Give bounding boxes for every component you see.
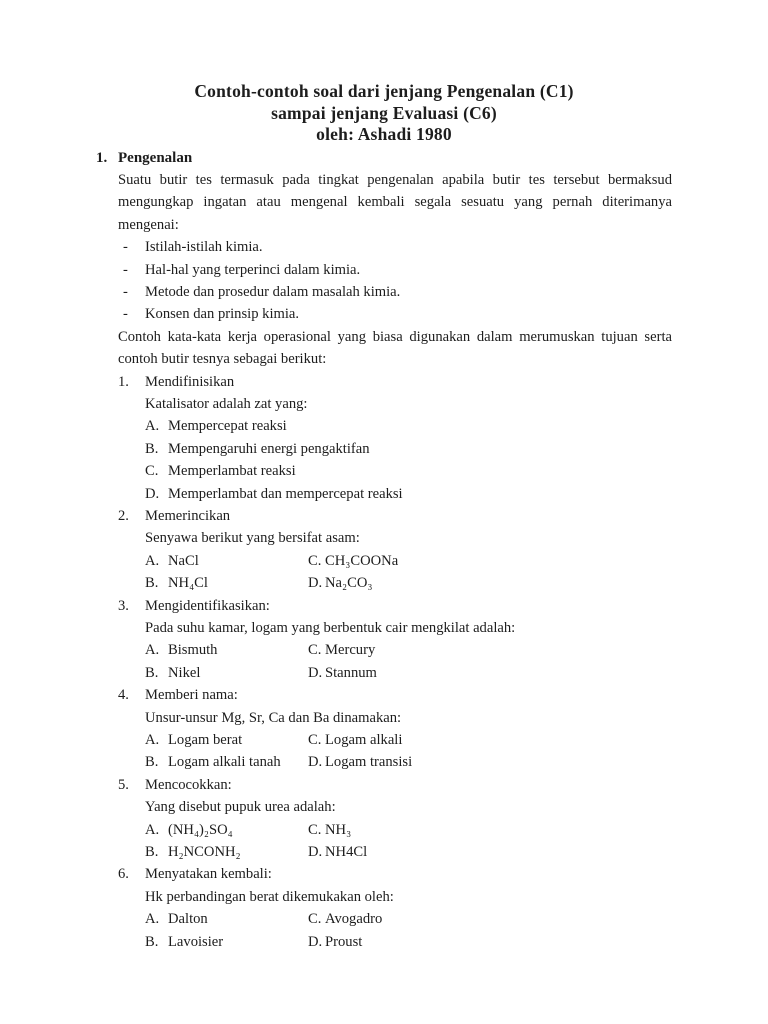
- section-title: Pengenalan: [118, 149, 193, 166]
- question-body: [118, 796, 672, 863]
- question-text: Senyawa berikut yang bersifat asam:: [145, 530, 360, 547]
- option-letter: D.: [308, 575, 323, 592]
- option-letter: C.: [308, 552, 322, 569]
- answer-option: [145, 908, 308, 930]
- question-item-6: [118, 863, 672, 953]
- list-item: [118, 303, 672, 325]
- answer-option: [308, 662, 672, 684]
- dash-bullet: -: [123, 239, 128, 256]
- answer-option: [308, 908, 672, 930]
- question-body: [118, 527, 672, 594]
- answer-option: [145, 572, 308, 594]
- option-text: Memperlambat dan mempercepat reaksi: [168, 485, 403, 502]
- option-text: Bismuth: [168, 642, 218, 659]
- option-letter: D.: [308, 754, 323, 771]
- option-letter: C.: [308, 911, 322, 928]
- question-head: [118, 371, 672, 393]
- option-text: CH₃COONa: [325, 552, 399, 569]
- dash-bullet: -: [123, 306, 128, 323]
- question-body: [118, 393, 672, 505]
- option-text: NaCl: [168, 552, 199, 569]
- question-number: 2.: [118, 507, 129, 524]
- option-letter: D.: [308, 933, 323, 950]
- answer-option: [145, 550, 308, 572]
- option-letter: B.: [145, 933, 159, 950]
- option-text: Lavoisier: [168, 933, 224, 950]
- title-line-2: sampai jenjang Evaluasi (C6): [271, 102, 497, 123]
- answer-option: [308, 841, 672, 863]
- answer-option: [145, 415, 672, 437]
- option-letter: A.: [145, 821, 160, 838]
- option-text: Logam berat: [168, 731, 243, 748]
- option-text: Logam alkali: [325, 731, 403, 748]
- answer-option: [145, 438, 672, 460]
- bullet-text: Metode dan prosedur dalam masalah kimia.: [145, 283, 401, 300]
- list-item: [118, 236, 672, 258]
- option-letter: D.: [308, 664, 323, 681]
- option-letter: C.: [145, 463, 159, 480]
- answer-option: [145, 931, 308, 953]
- bullet-text: Istilah-istilah kimia.: [145, 239, 263, 256]
- option-text: Mempengaruhi energi pengaktifan: [168, 440, 370, 457]
- section-heading: [0, 147, 768, 169]
- dash-bullet: -: [123, 261, 128, 278]
- answer-option: [145, 751, 308, 773]
- section-number: 1.: [96, 149, 108, 166]
- option-text: (NH₄)₂SO₄: [168, 821, 233, 838]
- answer-option: [308, 550, 672, 572]
- question-text: Hk perbandingan berat dikemukakan oleh:: [145, 888, 394, 905]
- question-body: [118, 707, 672, 774]
- option-letter: B.: [145, 843, 159, 860]
- option-letter: A.: [145, 552, 160, 569]
- option-text: Nikel: [168, 664, 201, 681]
- document-title: [0, 0, 768, 146]
- option-text: H₂NCONH₂: [168, 843, 241, 860]
- option-text: Logam transisi: [325, 754, 413, 771]
- question-head: [118, 863, 672, 885]
- option-text: Avogadro: [325, 911, 383, 928]
- option-letter: A.: [145, 911, 160, 928]
- question-item-4: [118, 684, 672, 774]
- answer-option: [145, 729, 308, 751]
- question-text: Yang disebut pupuk urea adalah:: [145, 799, 336, 816]
- question-head: [118, 595, 672, 617]
- question-item-3: [118, 595, 672, 685]
- option-letter: D.: [145, 485, 160, 502]
- title-line-3: oleh: Ashadi 1980: [316, 124, 452, 144]
- question-number: 3.: [118, 597, 129, 614]
- answer-option: [308, 729, 672, 751]
- question-verb: Memberi nama:: [145, 687, 238, 704]
- question-verb: Mengidentifikasikan:: [145, 597, 270, 614]
- question-number: 5.: [118, 776, 129, 793]
- option-text: Dalton: [168, 911, 208, 928]
- option-text: Proust: [325, 933, 363, 950]
- answer-option: [145, 819, 308, 841]
- options-grid: [145, 639, 672, 684]
- option-letter: C.: [308, 731, 322, 748]
- option-letter: B.: [145, 575, 159, 592]
- bullet-text: Konsen dan prinsip kimia.: [145, 306, 300, 323]
- option-letter: A.: [145, 642, 160, 659]
- answer-option: [308, 931, 672, 953]
- question-verb: Mencocokkan:: [145, 776, 232, 793]
- option-text: Mempercepat reaksi: [168, 418, 287, 435]
- answer-option: [308, 751, 672, 773]
- option-text: Mercury: [325, 642, 376, 659]
- option-text: Logam alkali tanah: [168, 754, 281, 771]
- question-head: [118, 684, 672, 706]
- answer-option: [145, 841, 308, 863]
- bullet-text: Hal-hal yang terperinci dalam kimia.: [145, 261, 361, 278]
- options-grid: [145, 908, 672, 953]
- answer-option: [308, 819, 672, 841]
- lead-paragraph: Contoh kata-kata kerja operasional yang biasa digunakan dalam merumuskan tujuan serta contoh butir tesnya sebagai berikut:: [118, 328, 672, 368]
- question-head: [118, 774, 672, 796]
- option-text: Memperlambat reaksi: [168, 463, 296, 480]
- dash-bullet: -: [123, 283, 128, 300]
- option-letter: D.: [308, 843, 323, 860]
- question-text: Katalisator adalah zat yang:: [145, 395, 308, 412]
- answer-option: [145, 483, 672, 505]
- option-letter: A.: [145, 731, 160, 748]
- question-number: 6.: [118, 866, 129, 883]
- section-content: [118, 169, 672, 953]
- option-text: NH4Cl: [325, 843, 368, 860]
- answer-option: [308, 572, 672, 594]
- question-item-1: [118, 371, 672, 505]
- question-text: Unsur-unsur Mg, Sr, Ca dan Ba dinamakan:: [145, 709, 402, 726]
- title-line-1: Contoh-contoh soal dari jenjang Pengenalan (C1): [194, 81, 574, 101]
- question-verb: Mendifinisikan: [145, 373, 235, 390]
- option-letter: B.: [145, 664, 159, 681]
- option-letter: B.: [145, 440, 159, 457]
- answer-option: [308, 639, 672, 661]
- options-grid: [145, 729, 672, 774]
- question-verb: Menyatakan kembali:: [145, 866, 272, 883]
- question-number: 4.: [118, 687, 129, 704]
- answer-option: [145, 639, 308, 661]
- question-body: [118, 617, 672, 684]
- list-item: [118, 281, 672, 303]
- question-item-2: [118, 505, 672, 595]
- intro-paragraph: Suatu butir tes termasuk pada tingkat pengenalan apabila butir tes tersebut bermaksud mengungkap ingatan atau mengenal kembali segala sesuatu yang pernah diterimanya mengenai:: [118, 171, 672, 233]
- answer-option: [145, 662, 308, 684]
- question-number: 1.: [118, 373, 129, 390]
- question-verb: Memerincikan: [145, 507, 231, 524]
- option-letter: B.: [145, 754, 159, 771]
- options-grid: [145, 550, 672, 595]
- question-head: [118, 505, 672, 527]
- list-item: [118, 259, 672, 281]
- option-text: NH₄Cl: [168, 575, 208, 592]
- option-text: Stannum: [325, 664, 377, 681]
- option-letter: C.: [308, 642, 322, 659]
- option-letter: C.: [308, 821, 322, 838]
- option-text: Na₂CO₃: [325, 575, 373, 592]
- options-grid: [145, 819, 672, 864]
- option-text: NH₃: [325, 821, 352, 838]
- question-item-5: [118, 774, 672, 864]
- answer-option: [145, 460, 672, 482]
- question-body: [118, 886, 672, 953]
- question-text: Pada suhu kamar, logam yang berbentuk cair mengkilat adalah:: [145, 619, 516, 636]
- option-letter: A.: [145, 418, 160, 435]
